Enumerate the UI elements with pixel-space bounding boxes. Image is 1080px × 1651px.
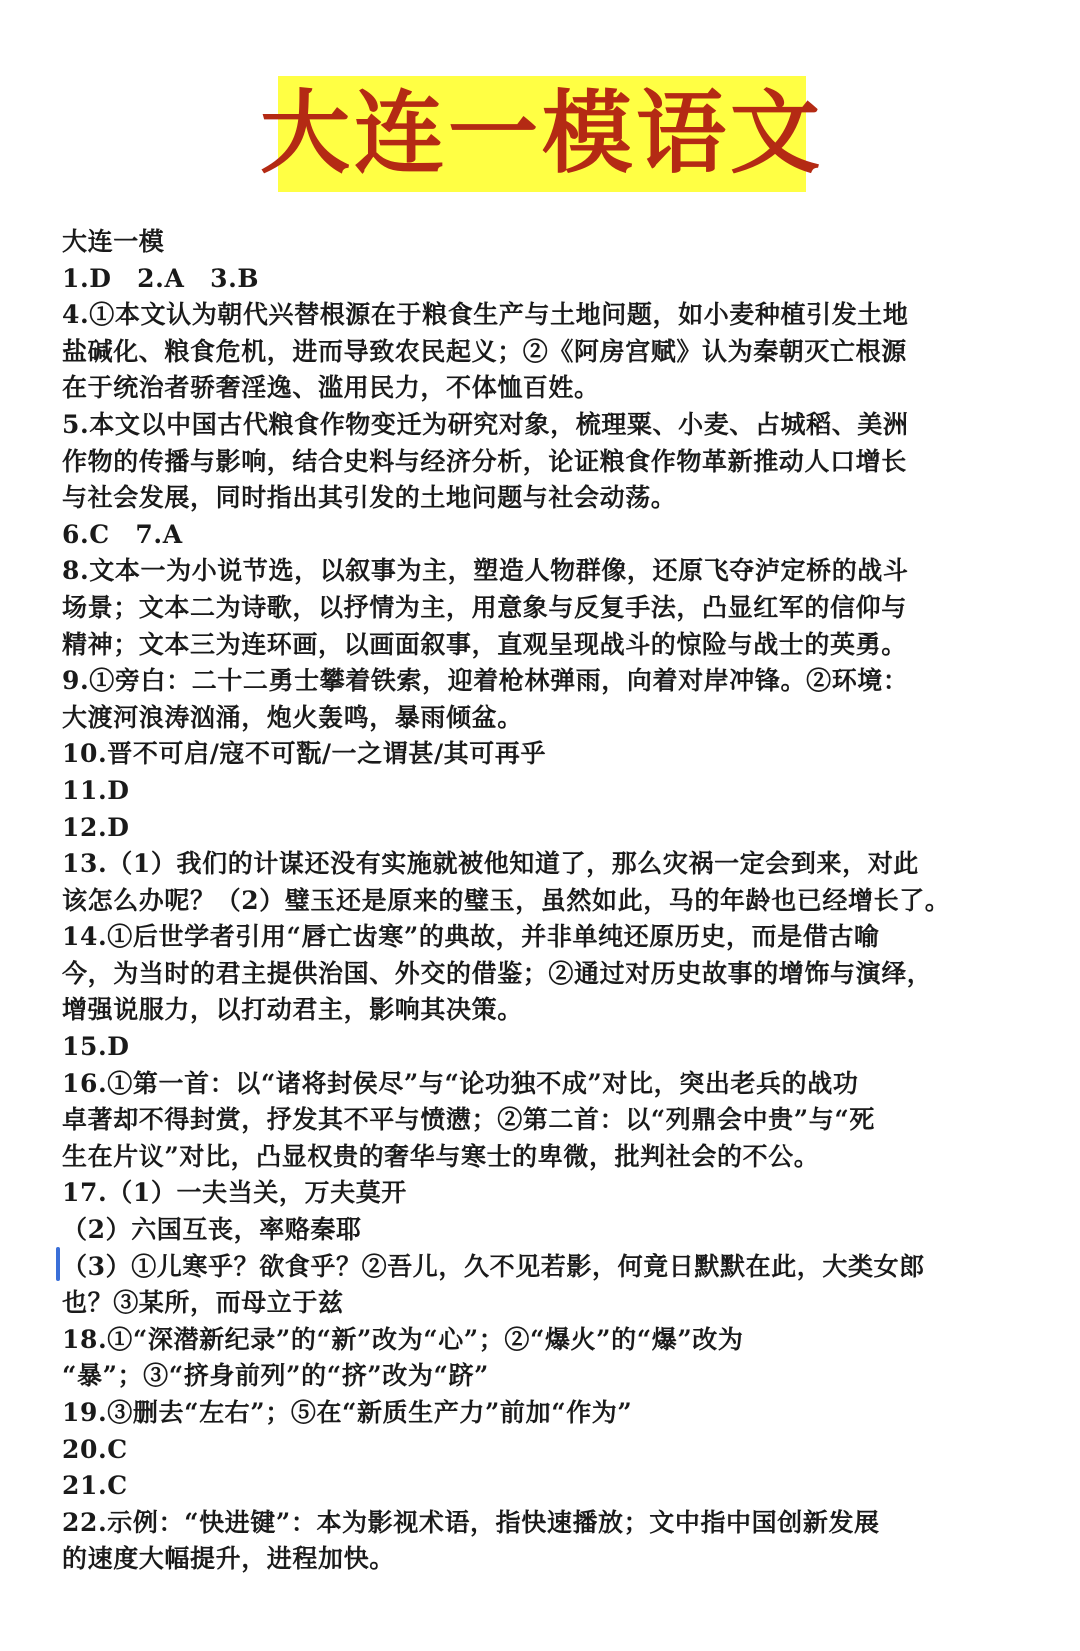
- answer-line: 22.示例：“快进键”：本为影视术语，指快速播放；文中指中国创新发展: [62, 1507, 880, 1537]
- answer-line: 卓著却不得封赏，抒发其不平与愤懑；②第二首：以“列鼎会中贵”与“死: [62, 1105, 875, 1135]
- answer-line: 4.①本文认为朝代兴替根源在于粮食生产与土地问题，如小麦种植引发土地: [62, 300, 909, 330]
- answer-line: 的速度大幅提升，进程加快。: [62, 1544, 395, 1574]
- answer-line: 19.③删去“左右”；⑤在“新质生产力”前加“作为”: [62, 1398, 633, 1427]
- answer-line: 21.C: [62, 1471, 128, 1501]
- answer-line: 11.D: [62, 775, 130, 805]
- answer-text-body: [62, 224, 1030, 1578]
- answer-line: （3）①儿寒乎？欲食乎？②吾儿，久不见若影，何竟日默默在此，大类女郎: [62, 1251, 925, 1281]
- answer-line: 精神；文本三为连环画，以画面叙事，直观呈现战斗的惊险与战士的英勇。: [62, 629, 907, 659]
- answer-line: 大渡河浪涛汹涌，炮火轰鸣，暴雨倾盆。: [62, 702, 523, 732]
- answer-line: 增强说服力，以打动君主，影响其决策。: [62, 995, 523, 1025]
- answer-line: 场景；文本二为诗歌，以抒情为主，用意象与反复手法，凸显红军的信仰与: [62, 592, 907, 622]
- answer-line: 16.①第一首：以“诸将封侯尽”与“论功独不成”对比，突出老兵的战功: [62, 1068, 859, 1098]
- answer-line: 1.D 2.A 3.B: [62, 263, 260, 293]
- answer-line: 17.（1）一夫当关，万夫莫开: [62, 1178, 407, 1208]
- answer-line: 也？③某所，而母立于兹: [62, 1288, 344, 1318]
- answer-line: 14.①后世学者引用“唇亡齿寒”的典故，并非单纯还原历史，而是借古喻: [62, 922, 880, 952]
- answer-line: 13.（1）我们的计谋还没有实施就被他知道了，那么灾祸一定会到来，对此: [62, 849, 919, 879]
- answer-line: 生在片议”对比，凸显权贵的奢华与寒士的卑微，批判社会的不公。: [62, 1141, 820, 1171]
- answer-line: 8.文本一为小说节选，以叙事为主，塑造人物群像，还原飞夺泸定桥的战斗: [62, 556, 909, 586]
- answer-line: 大连一模: [62, 227, 165, 256]
- banner-title: 大连一模语文: [260, 81, 824, 186]
- answer-line: 今，为当时的君主提供治国、外交的借鉴；②通过对历史故事的增饰与演绎，: [62, 958, 933, 988]
- answer-line: 5.本文以中国古代粮食作物变迁为研究对象，梳理粟、小麦、占城稻、美洲: [62, 409, 909, 439]
- text-cursor-marker: [56, 1247, 60, 1281]
- answer-line: 作物的传播与影响，结合史料与经济分析，论证粮食作物革新推动人口增长: [62, 446, 907, 476]
- answer-line: 该怎么办呢？（2）璧玉还是原来的璧玉，虽然如此，马的年龄也已经增长了。: [62, 885, 951, 915]
- answer-line: 9.①旁白：二十二勇士攀着铁索，迎着枪林弹雨，向着对岸冲锋。②环境：: [62, 666, 909, 696]
- answer-line: 10.晋不可启/寇不可翫/一之谓甚/其可再乎: [62, 739, 547, 769]
- answer-line: 18.①“深潜新纪录”的“新”改为“心”；②“爆火”的“爆”改为: [62, 1324, 744, 1354]
- answer-line: 与社会发展，同时指出其引发的土地问题与社会动荡。: [62, 483, 677, 513]
- answer-line: 12.D: [62, 812, 130, 842]
- answer-line: 20.C: [62, 1434, 128, 1464]
- answer-line: 6.C 7.A: [62, 519, 183, 549]
- answer-line: （2）六国互丧，率赂秦耶: [62, 1215, 362, 1245]
- answer-line: 15.D: [62, 1032, 130, 1062]
- title-banner: [260, 76, 824, 192]
- answer-line: 盐碱化、粮食危机，进而导致农民起义；②《阿房宫赋》认为秦朝灭亡根源: [62, 336, 907, 366]
- answer-line: “暴”；③“挤身前列”的“挤”改为“跻”: [62, 1361, 490, 1391]
- answer-line: 在于统治者骄奢淫逸、滥用民力，不体恤百姓。: [62, 373, 600, 403]
